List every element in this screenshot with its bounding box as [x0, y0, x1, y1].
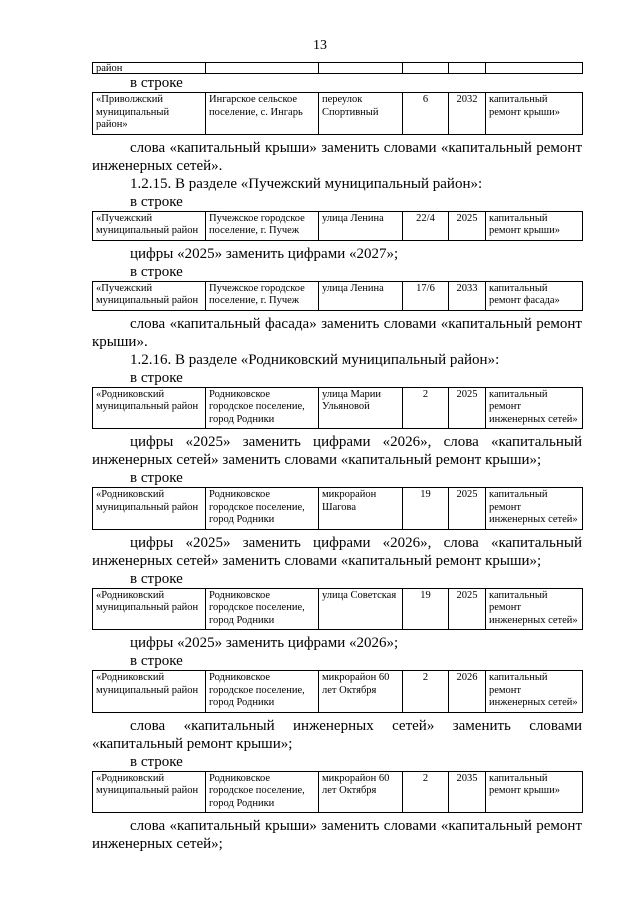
amendment-text-cont: инженерных сетей» заменить словами «капитальный ремонт крыши»; — [92, 552, 542, 569]
cell-year: 2032 — [449, 93, 486, 135]
amendment-text: цифры «2025» заменить цифрами «2026», слова «капитальный — [130, 534, 582, 551]
section-heading: 1.2.16. В разделе «Родниковский муниципальный район»: — [130, 351, 500, 368]
cell-district: «Пучежский муниципальный район — [93, 281, 206, 310]
cell-district: «Родниковский муниципальный район — [93, 588, 206, 630]
cell-street: улица Советская — [319, 588, 403, 630]
cell-settlement: Родниковское городское поселение, город Родники — [206, 671, 319, 713]
cell-house: 6 — [403, 93, 449, 135]
section-heading: 1.2.15. В разделе «Пучежский муниципальный район»: — [130, 175, 483, 192]
cell-year: 2035 — [449, 771, 486, 813]
table-row — [92, 588, 583, 631]
cell-settlement: Пучежское городское поселение, г. Пучеж — [206, 211, 319, 240]
cell-district: «Родниковский муниципальный район — [93, 671, 206, 713]
cell-settlement: Родниковское городское поселение, город Родники — [206, 488, 319, 530]
amendment-text: цифры «2025» заменить цифрами «2027»; — [130, 245, 399, 262]
cell-year: 2025 — [449, 488, 486, 530]
table-row — [92, 670, 583, 713]
amendment-text-cont: крыши». — [92, 333, 148, 350]
cell-district: «Родниковский муниципальный район — [93, 771, 206, 813]
cell-house: 22/4 — [403, 211, 449, 240]
cell-year: 2026 — [449, 671, 486, 713]
cell-work-type: капитальный ремонт инженерных сетей» — [486, 387, 583, 429]
document-body — [92, 62, 582, 853]
cell-work-type: капитальный ремонт крыши» — [486, 211, 583, 240]
cell-settlement: Родниковское городское поселение, город Родники — [206, 588, 319, 630]
row-label: в строке — [130, 193, 183, 210]
row-label: в строке — [130, 470, 183, 486]
cell-street: микрорайон Шагова — [319, 488, 403, 530]
cell-district: «Родниковский муниципальный район — [93, 488, 206, 530]
row-label: в строке — [130, 570, 183, 587]
cell-street: улица Ленина — [319, 281, 403, 310]
cell-house: 19 — [403, 488, 449, 530]
table-row — [92, 487, 583, 530]
cell-district: район — [93, 63, 206, 74]
table-row-stub — [92, 62, 583, 74]
cell-street: улица Марии Ульяновой — [319, 387, 403, 429]
cell-work-type: капитальный ремонт инженерных сетей» — [486, 588, 583, 630]
cell-year: 2025 — [449, 387, 486, 429]
cell-work-type: капитальный ремонт крыши» — [486, 771, 583, 813]
table-row — [92, 211, 583, 241]
cell-street: микрорайон 60 лет Октября — [319, 771, 403, 813]
cell-house: 17/6 — [403, 281, 449, 310]
cell-settlement: Пучежское городское поселение, г. Пучеж — [206, 281, 319, 310]
cell-street: улица Ленина — [319, 211, 403, 240]
cell-house: 19 — [403, 588, 449, 630]
table-row — [92, 387, 583, 430]
amendment-text: слова «капитальный фасада» заменить словами «капитальный ремонт — [130, 315, 582, 332]
row-label: в строке — [130, 753, 183, 770]
row-label: в строке — [130, 369, 183, 386]
cell-district: «Пучежский муниципальный район — [93, 211, 206, 240]
amendment-text: цифры «2025» заменить цифрами «2026»; — [130, 635, 399, 651]
row-label: в строке — [130, 75, 183, 91]
cell-work-type: капитальный ремонт инженерных сетей» — [486, 671, 583, 713]
amendment-text-cont: инженерных сетей». — [92, 157, 223, 174]
cell-district: «Родниковский муниципальный район — [93, 387, 206, 429]
cell-year: 2033 — [449, 281, 486, 310]
amendment-text: цифры «2025» заменить цифрами «2026», слова «капитальный — [130, 434, 582, 450]
cell-street: микрорайон 60 лет Октября — [319, 671, 403, 713]
amendment-text-cont: инженерных сетей»; — [92, 836, 223, 852]
amendment-text-cont: «капитальный ремонт крыши»; — [92, 735, 293, 752]
amendment-text: слова «капитальный крыши» заменить словами «капитальный ремонт — [130, 139, 582, 156]
amendment-text: слова «капитальный крыши» заменить словами «капитальный ремонт — [130, 818, 582, 834]
cell-work-type: капитальный ремонт фасада» — [486, 281, 583, 310]
cell-settlement: Родниковское городское поселение, город Родники — [206, 771, 319, 813]
cell-work-type: капитальный ремонт крыши» — [486, 93, 583, 135]
table-row — [92, 92, 583, 135]
cell-settlement: Родниковское городское поселение, город Родники — [206, 387, 319, 429]
cell-year: 2025 — [449, 588, 486, 630]
page-number: 13 — [313, 38, 327, 53]
amendment-text: слова «капитальный инженерных сетей» заменить словами — [130, 717, 582, 734]
cell-year: 2025 — [449, 211, 486, 240]
cell-district: «Приволжский муниципальный район» — [93, 93, 206, 135]
cell-house: 2 — [403, 387, 449, 429]
row-label: в строке — [130, 653, 183, 669]
cell-house: 2 — [403, 671, 449, 713]
row-label: в строке — [130, 263, 183, 280]
table-row — [92, 771, 583, 814]
cell-settlement: Ингарское сельское поселение, с. Ингарь — [206, 93, 319, 135]
cell-work-type: капитальный ремонт инженерных сетей» — [486, 488, 583, 530]
cell-house: 2 — [403, 771, 449, 813]
table-row — [92, 281, 583, 311]
amendment-text-cont: инженерных сетей» заменить словами «капитальный ремонт крыши»; — [92, 452, 542, 468]
cell-street: переулок Спортивный — [319, 93, 403, 135]
